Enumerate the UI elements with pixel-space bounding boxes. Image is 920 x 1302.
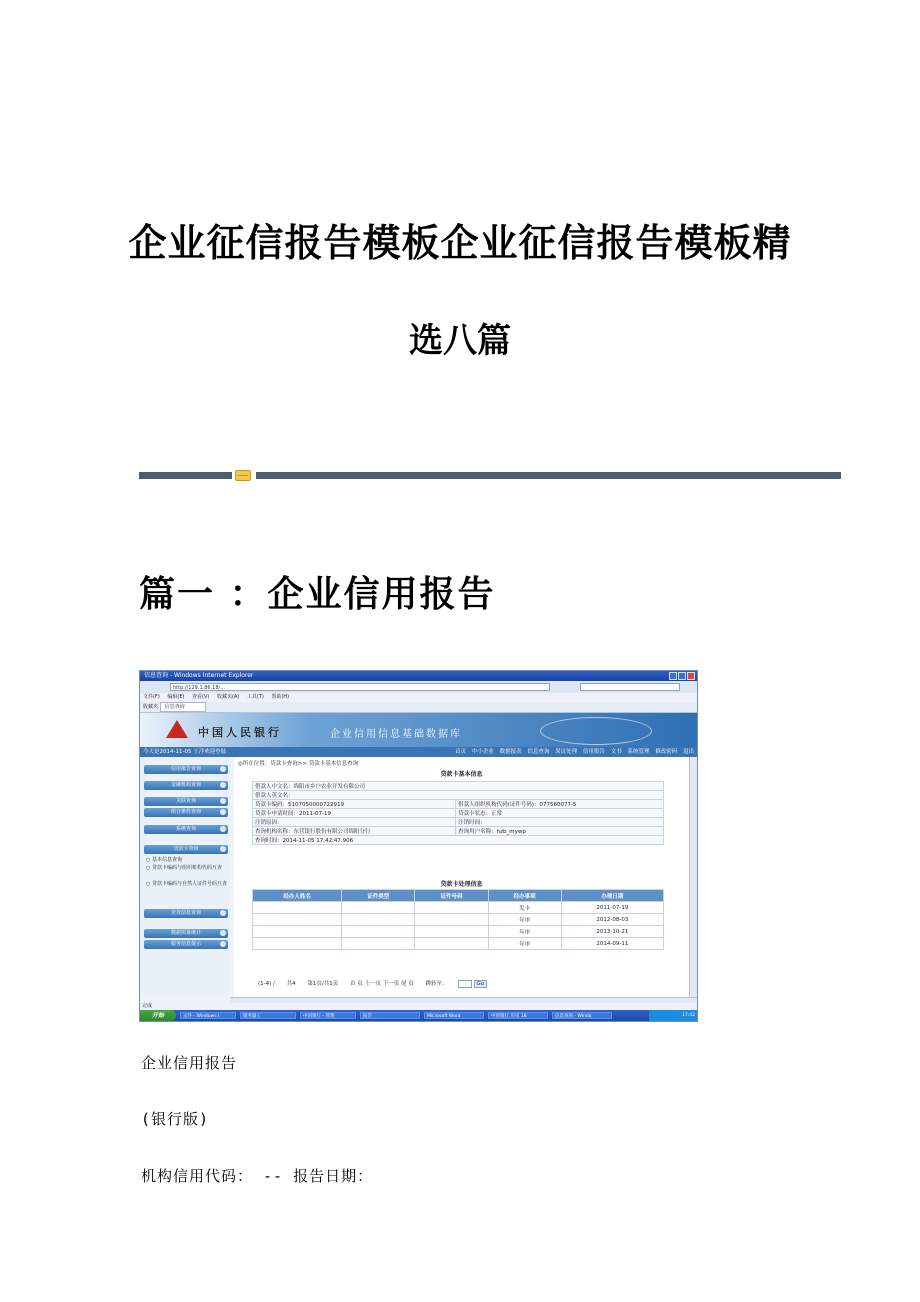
menu-file[interactable]: 文件(F) (143, 694, 160, 700)
table-cell: 2014-09-11 (561, 938, 663, 950)
sidebar-sub-org-code[interactable]: ○ 贷款卡编码与组织机构代码互查 (146, 865, 222, 871)
divider-bar-right (256, 472, 841, 479)
table-cell: 借款人英文名： (253, 791, 664, 800)
nav-home[interactable]: 首页 (455, 749, 467, 755)
database-name: 企业信用信息基础数据库 (330, 729, 462, 740)
bank-name: 中国人民银行 (198, 726, 282, 739)
taskbar-item[interactable]: 报告 (360, 1012, 420, 1019)
breadcrumb: ◎所在位置：贷款卡查询>> 贷款卡基本信息查询 (238, 761, 359, 767)
table-cell: 2011-07-19 (561, 902, 663, 914)
go-button[interactable]: Go (474, 980, 488, 988)
menu-favorites[interactable]: 收藏夹(A) (216, 694, 240, 700)
table-cell: 借款人组织机构代码(证件号码)：077560077-5 (456, 800, 664, 809)
favorites-bar (140, 702, 697, 713)
sidebar-sub-basic[interactable]: ○ 基本信息查询 (146, 857, 182, 863)
table-cell: 借款人中文名：绵阳市乡户农业开发有限公司 (253, 782, 664, 791)
table-row (253, 938, 664, 950)
browser-menu (140, 693, 697, 702)
minimize-icon[interactable] (669, 672, 677, 680)
windows-taskbar (140, 1010, 697, 1021)
pager-range: (1-4) / (258, 981, 275, 987)
nav-sme[interactable]: 中小企业 (471, 749, 494, 755)
browser-title: 信息查询 - Windows Internet Explorer (144, 672, 254, 679)
table-row (253, 926, 664, 938)
taskbar-item[interactable]: 文件 - Windows I (180, 1012, 236, 1019)
basic-info-table (252, 781, 664, 845)
menu-tools[interactable]: 工具(T) (246, 694, 264, 700)
nav-logout[interactable]: 退出 (682, 749, 694, 755)
vertical-scrollbar[interactable] (689, 757, 697, 997)
site-nav (140, 747, 697, 757)
close-icon[interactable] (687, 672, 695, 680)
paragraph-org-code: 机构信用代码： -- 报告日期： (141, 1167, 374, 1185)
sidebar-system-query[interactable]: 系统查询 (144, 825, 228, 834)
table-cell: 注销时间： (456, 818, 664, 827)
browser-title-bar (140, 671, 697, 681)
taskbar-item[interactable]: 中国银行 历史 18 (488, 1012, 548, 1019)
basic-info-title: 贷款卡基本信息 (440, 771, 483, 778)
sidebar-sub-person-id[interactable]: ○ 贷款卡编码与自然人证件号码互查 (146, 881, 227, 887)
document-title-line1: 企业征信报告模板企业征信报告模板精 (128, 220, 792, 265)
processing-info-title: 贷款卡处理信息 (440, 881, 483, 888)
pager-jump-label: 跳转至： (425, 981, 448, 987)
column-header: 经办人姓名 (253, 890, 342, 902)
bank-logo-icon (166, 720, 188, 738)
browser-status-bar: 完成 (140, 1003, 697, 1010)
column-header: 证件号码 (415, 890, 488, 902)
nav-query[interactable]: 信息查询 (527, 749, 550, 755)
sidebar-service-info[interactable]: 服务信息提示 (144, 940, 228, 949)
address-input[interactable]: http://129.1.86.18/... (170, 683, 550, 691)
table-row (253, 791, 664, 800)
pager-total: 共4 (286, 981, 296, 987)
table-cell: 2013-10-21 (561, 926, 663, 938)
table-cell: 2012-08-03 (561, 914, 663, 926)
table-header-row (253, 890, 664, 902)
menu-help[interactable]: 帮助(H) (271, 694, 290, 700)
table-cell: 年审 (488, 914, 561, 926)
table-row (253, 902, 664, 914)
divider-bar-left (139, 472, 232, 479)
welcome-text: 今天是2014-11-05 王洋欢迎登陆 (143, 749, 227, 755)
table-row (253, 800, 664, 809)
table-row (253, 782, 664, 791)
nav-password[interactable]: 修改密码 (655, 749, 678, 755)
column-header: 经办事项 (488, 890, 561, 902)
sidebar-enterprise-query[interactable]: 企业信息查询 (144, 909, 228, 918)
window-controls (668, 672, 695, 680)
envelope-icon (235, 470, 251, 481)
sidebar (140, 757, 230, 997)
processing-info-table (252, 889, 664, 950)
start-button[interactable]: 开始 (140, 1010, 176, 1021)
document-title-line2: 选八篇 (409, 321, 511, 361)
taskbar-item[interactable]: 服务器工 (240, 1012, 296, 1019)
pagination (258, 979, 487, 988)
pager-pages: 第1页/共1页 (307, 981, 339, 987)
nav-objection[interactable]: 異议处理 (555, 749, 578, 755)
taskbar-item[interactable]: 信息查询 - Windo (552, 1012, 612, 1019)
main-content (234, 757, 689, 997)
table-cell: 查询机构名称：东营银行股份有限公司绵阳分行 (253, 827, 456, 836)
sidebar-related-query[interactable]: 关联查询 (144, 797, 228, 806)
taskbar-item[interactable]: Microsoft Word (424, 1012, 484, 1019)
maximize-icon[interactable] (678, 672, 686, 680)
site-banner (140, 713, 697, 747)
paragraph-report-title: 企业信用报告 (141, 1054, 238, 1072)
table-cell: 查询用户名称：hzb_mywp (456, 827, 664, 836)
section-title: 篇一 ：企业信用报告 (139, 573, 496, 615)
sidebar-combined-query[interactable]: 组合条件查询 (144, 808, 228, 817)
table-cell: 注销原因： (253, 818, 456, 827)
table-row (253, 836, 664, 845)
table-row (253, 914, 664, 926)
decorative-divider (139, 470, 841, 480)
browser-tab[interactable]: 信息查询 (160, 702, 206, 712)
sidebar-loan-card-query[interactable]: 贷款卡查询 (144, 845, 228, 854)
table-cell: 贷款卡申请时间：2011-07-19 (253, 809, 456, 818)
system-tray-clock: 17:42 (649, 1010, 697, 1021)
nav-links (451, 747, 694, 757)
table-cell: 年审 (488, 926, 561, 938)
table-cell: 年审 (488, 938, 561, 950)
sidebar-credit-report[interactable]: 信用报告查询 (144, 765, 228, 774)
pager-links[interactable]: 首 页 上一页 下一页 尾 页 (350, 981, 414, 987)
taskbar-item[interactable]: 中国银行 - 管理 (300, 1012, 356, 1019)
favorites-button[interactable]: 收藏夹 (143, 704, 159, 710)
table-cell: 查询时间：2014-11-05 17:42:47.906 (253, 836, 664, 845)
menu-edit[interactable]: 编辑(E) (167, 694, 185, 700)
table-cell: 贷款卡状态：正常 (456, 809, 664, 818)
page-number-input[interactable] (458, 980, 472, 988)
table-row (253, 818, 664, 827)
column-header: 证件类型 (342, 890, 415, 902)
nav-docs[interactable]: 文书 (610, 749, 622, 755)
nav-admin[interactable]: 系统管理 (627, 749, 650, 755)
column-header: 办理日期 (561, 890, 663, 902)
search-input[interactable] (580, 683, 680, 691)
nav-credit-report[interactable]: 信用报告 (582, 749, 605, 755)
sidebar-quality-stats[interactable]: 数据质量统计 (144, 929, 228, 938)
table-cell: 贷款卡编码：5107050000722919 (253, 800, 456, 809)
menu-view[interactable]: 查看(V) (192, 694, 210, 700)
embedded-screenshot (139, 670, 698, 1022)
table-row (253, 809, 664, 818)
nav-reports[interactable]: 数据报表 (499, 749, 522, 755)
banner-decoration (540, 717, 652, 745)
table-cell: 发卡 (488, 902, 561, 914)
sidebar-institution-query[interactable]: 金融机构查询 (144, 781, 228, 790)
paragraph-edition: (银行版) (141, 1110, 210, 1128)
table-row (253, 827, 664, 836)
